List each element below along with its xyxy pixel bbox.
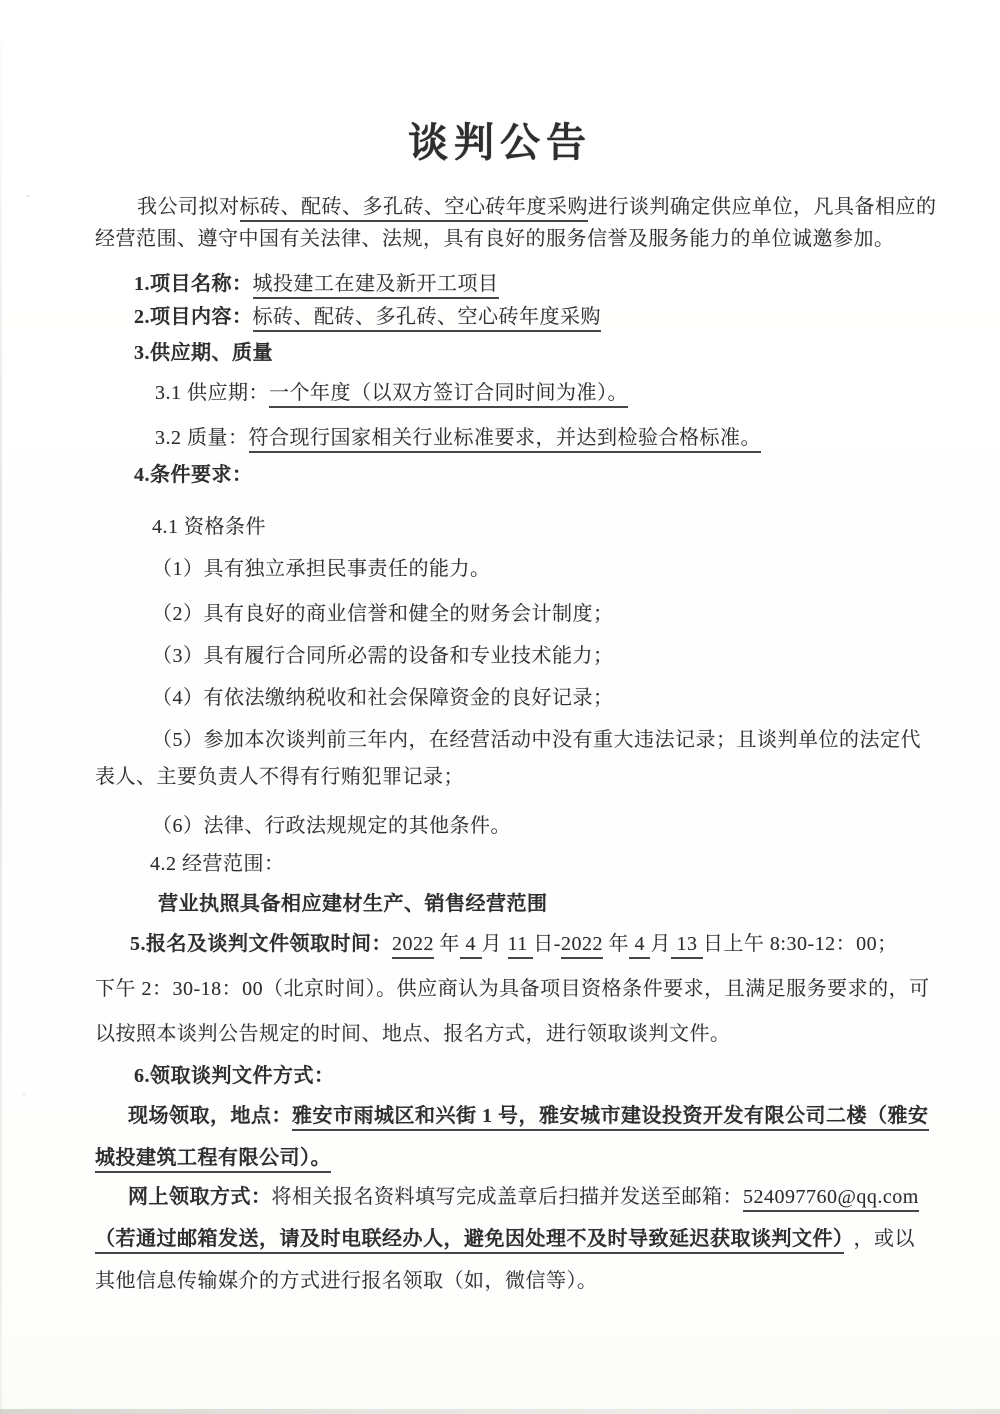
item-5-schedule-line-2: 下午 2：30-18：00（北京时间）。供应商认为具备项目资格条件要求，且满足服务要求的，可: [95, 978, 930, 1000]
item-3-1-label: 3.1 供应期：: [155, 382, 269, 404]
onsite-pickup-line-2: [95, 1141, 331, 1170]
scan-speck-artifact: ¨: [21, 1091, 27, 1102]
email-address: 524097760@qq.com: [743, 1186, 919, 1212]
online-mid-text: ，或以: [853, 1228, 915, 1250]
condition-2: （2）具有良好的商业信誉和健全的财务会计制度；: [152, 603, 614, 625]
condition-1: （1）具有独立承担民事责任的能力。: [152, 558, 491, 580]
start-year: 2022: [392, 933, 434, 959]
item-1-project-name: [134, 267, 499, 296]
year-unit-2: 年: [602, 933, 629, 955]
onsite-address-part-1: 雅安市雨城区和兴街 1 号，雅安城市建设投资开发有限公司二楼（雅安: [292, 1105, 929, 1131]
scan-speck-artifact: ¨: [25, 193, 31, 204]
start-day: 11: [508, 933, 534, 959]
year-unit: 年: [434, 933, 460, 955]
online-label: 网上领取方式：: [128, 1186, 272, 1208]
item-1-label: 1.项目名称：: [134, 273, 253, 295]
item-3-1-supply-period: [155, 376, 628, 405]
condition-5-line-2: 表人、主要负责人不得有行贿犯罪记录；: [95, 766, 464, 788]
condition-5-line-1: （5）参加本次谈判前三年内，在经营活动中没有重大违法记录；且谈判单位的法定代: [152, 729, 921, 751]
start-month: 4: [460, 933, 482, 959]
onsite-address-part-2: 城投建筑工程有限公司）。: [95, 1147, 331, 1173]
end-month: 4: [629, 933, 651, 959]
item-3-2-label: 3.2 质量：: [155, 427, 249, 449]
intro-lead: 我公司拟对: [137, 196, 240, 218]
item-2-label: 2.项目内容：: [134, 306, 253, 328]
document-title: 谈判公告: [408, 119, 592, 165]
end-day: 13: [671, 933, 703, 959]
item-2-value: 标砖、配砖、多孔砖、空心砖年度采购: [253, 306, 602, 332]
item-2-project-content: [134, 300, 601, 329]
email-note: （若通过邮箱发送，请及时电联经办人，避免因处理不及时导致延迟获取谈判文件）: [95, 1228, 844, 1254]
item-3-1-value: 一个年度（以双方签订合同时间为准）。: [269, 382, 628, 408]
online-pickup-line-2: [95, 1222, 915, 1251]
intro-subject-underlined: 标砖、配砖、多孔砖、空心砖年度采购: [240, 196, 589, 222]
online-pickup-line-3: 其他信息传输媒介的方式进行报名领取（如，微信等）。: [95, 1270, 598, 1292]
item-4-1-heading: 4.1 资格条件: [152, 516, 266, 538]
end-year: 2022: [561, 933, 603, 959]
item-4-2-value: 营业执照具备相应建材生产、销售经营范围: [158, 893, 548, 915]
onsite-label: 现场领取，地点：: [128, 1105, 292, 1127]
item-5-schedule-line-1: [130, 927, 898, 956]
item-5-label: 5.报名及谈判文件领取时间：: [130, 933, 392, 955]
condition-6: （6）法律、行政法规规定的其他条件。: [152, 815, 511, 837]
item-3-heading: 3.供应期、质量: [134, 342, 273, 364]
item-5-schedule-line-3: 以按照本谈判公告规定的时间、地点、报名方式，进行领取谈判文件。: [95, 1023, 731, 1045]
item-4-heading: 4.条件要求：: [134, 464, 253, 486]
month-unit-2: 月: [650, 933, 671, 955]
online-pickup-line-1: [128, 1180, 919, 1209]
item-6-heading: 6.领取谈判文件方式：: [134, 1065, 335, 1087]
item-4-2-heading: 4.2 经营范围：: [150, 853, 285, 875]
online-instruction: 将相关报名资料填写完成盖章后扫描并发送至邮箱：: [271, 1186, 743, 1208]
condition-4: （4）有依法缴纳税收和社会保障资金的良好记录；: [152, 687, 614, 709]
intro-rest: 进行谈判确定供应单位，凡具备相应的: [588, 196, 937, 218]
intro-line-2: 经营范围、遵守中国有关法律、法规，具有良好的服务信誉及服务能力的单位诚邀参加。: [95, 228, 895, 250]
condition-3: （3）具有履行合同所必需的设备和专业技术能力；: [152, 645, 614, 667]
onsite-pickup-line-1: [128, 1099, 929, 1128]
day-unit-dash: 日-: [533, 933, 561, 955]
scan-left-edge-shadow: [0, 0, 2, 1414]
month-unit: 月: [481, 933, 508, 955]
item-5-time-range: 日上午 8:30-12：00；: [702, 933, 898, 955]
scan-bottom-edge-shadow: [0, 1409, 1000, 1414]
item-3-2-value: 符合现行国家相关行业标准要求，并达到检验合格标准。: [249, 427, 762, 453]
intro-line-1: [137, 190, 937, 219]
item-1-value: 城投建工在建及新开工项目: [253, 273, 499, 299]
item-3-2-quality: [155, 421, 761, 450]
